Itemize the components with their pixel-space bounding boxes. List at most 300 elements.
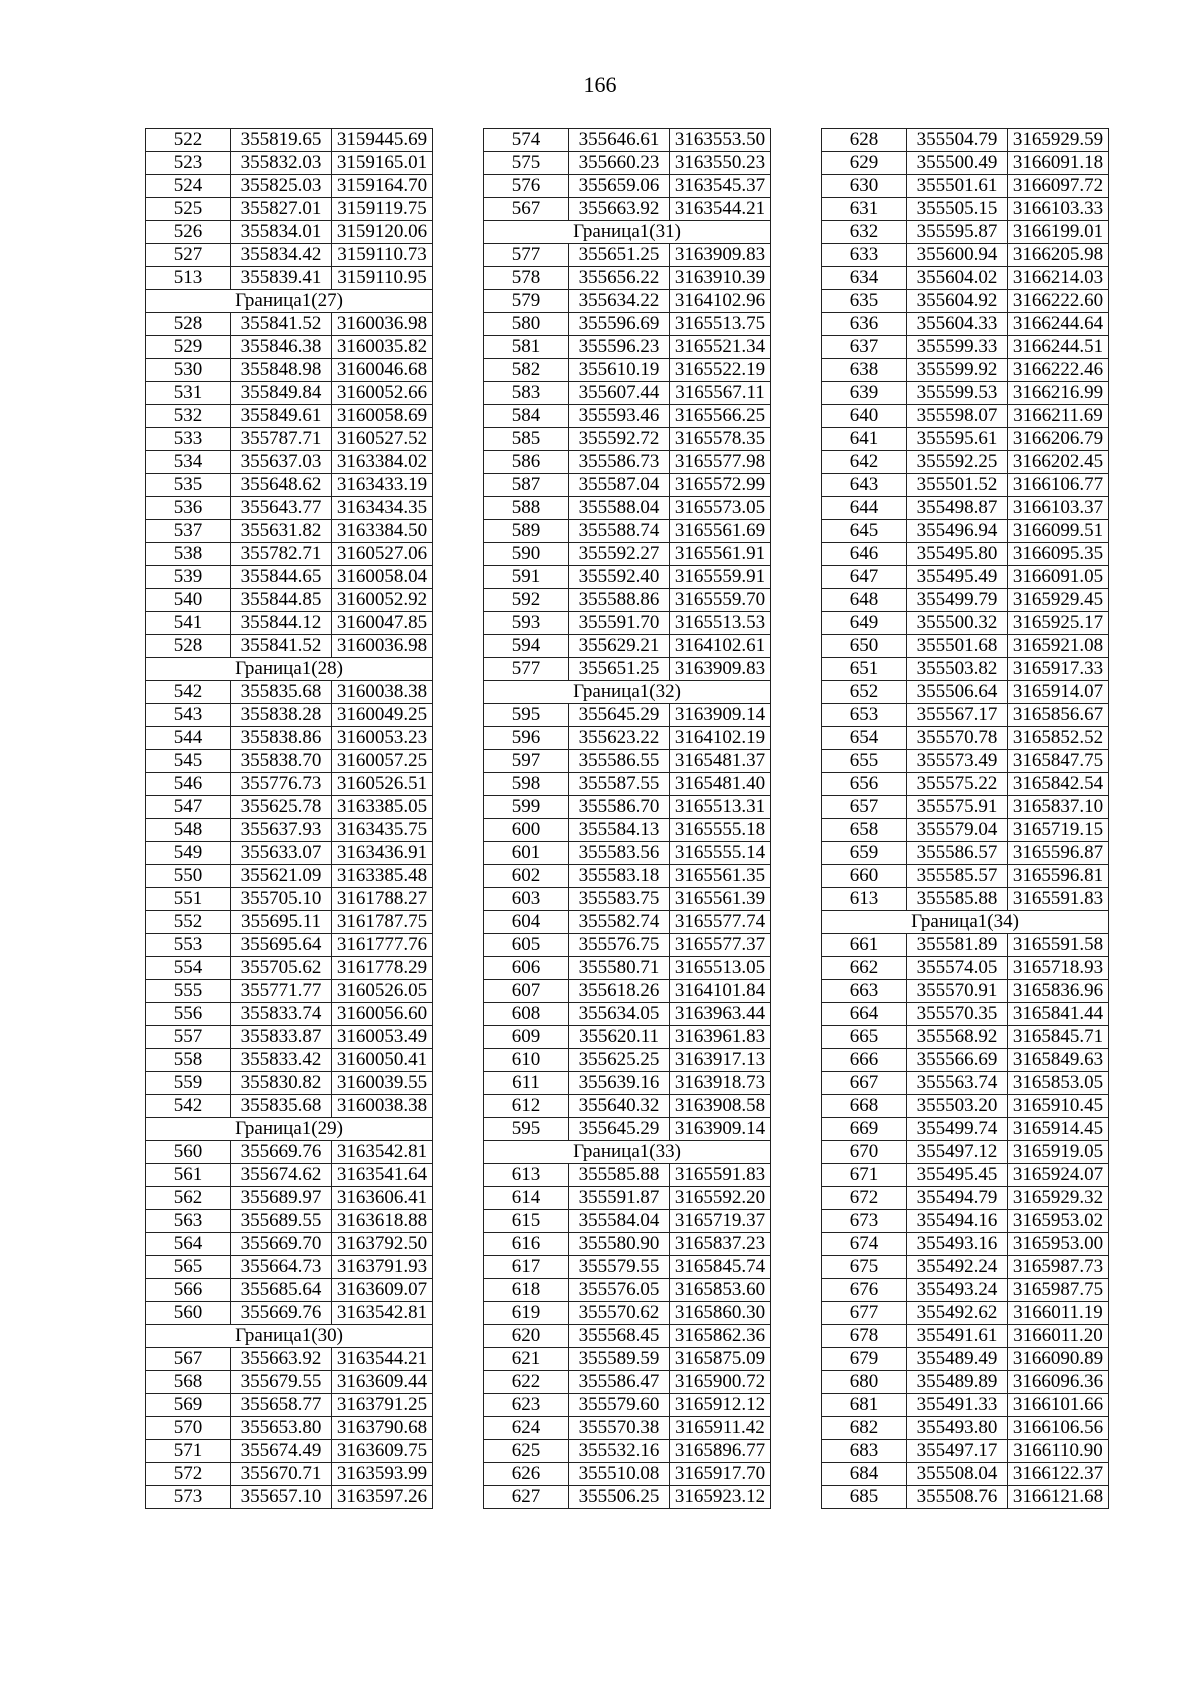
point-number-cell: 646	[822, 543, 907, 566]
x-coordinate-cell: 355493.16	[907, 1233, 1008, 1256]
y-coordinate-cell: 3163544.21	[332, 1348, 433, 1371]
y-coordinate-cell: 3163908.58	[670, 1095, 771, 1118]
x-coordinate-cell: 355664.73	[231, 1256, 332, 1279]
point-number-cell: 548	[146, 819, 231, 842]
table-row	[146, 267, 433, 290]
x-coordinate-cell: 355494.16	[907, 1210, 1008, 1233]
y-coordinate-cell: 3160527.06	[332, 543, 433, 566]
point-number-cell: 647	[822, 566, 907, 589]
x-coordinate-cell: 355570.91	[907, 980, 1008, 1003]
table-row	[146, 727, 433, 750]
x-coordinate-cell: 355659.06	[569, 175, 670, 198]
table-row	[822, 796, 1109, 819]
x-coordinate-cell: 355600.94	[907, 244, 1008, 267]
point-number-cell: 636	[822, 313, 907, 336]
x-coordinate-cell: 355834.01	[231, 221, 332, 244]
y-coordinate-cell: 3165513.75	[670, 313, 771, 336]
y-coordinate-cell: 3165718.93	[1008, 957, 1109, 980]
table-row	[484, 290, 771, 313]
x-coordinate-cell: 355573.49	[907, 750, 1008, 773]
point-number-cell: 601	[484, 842, 569, 865]
table-row	[146, 1463, 433, 1486]
x-coordinate-cell: 355846.38	[231, 336, 332, 359]
point-number-cell: 622	[484, 1371, 569, 1394]
point-number-cell: 640	[822, 405, 907, 428]
y-coordinate-cell: 3163545.37	[670, 175, 771, 198]
table-row	[484, 451, 771, 474]
point-number-cell: 632	[822, 221, 907, 244]
point-number-cell: 670	[822, 1141, 907, 1164]
y-coordinate-cell: 3164102.61	[670, 635, 771, 658]
y-coordinate-cell: 3166222.60	[1008, 290, 1109, 313]
table-row	[146, 819, 433, 842]
point-number-cell: 594	[484, 635, 569, 658]
y-coordinate-cell: 3165522.19	[670, 359, 771, 382]
point-number-cell: 574	[484, 129, 569, 152]
x-coordinate-cell: 355495.45	[907, 1164, 1008, 1187]
point-number-cell: 655	[822, 750, 907, 773]
x-coordinate-cell: 355604.92	[907, 290, 1008, 313]
y-coordinate-cell: 3163544.21	[670, 198, 771, 221]
point-number-cell: 610	[484, 1049, 569, 1072]
x-coordinate-cell: 355574.05	[907, 957, 1008, 980]
table-row	[484, 1348, 771, 1371]
point-number-cell: 620	[484, 1325, 569, 1348]
x-coordinate-cell: 355648.62	[231, 474, 332, 497]
x-coordinate-cell: 355674.49	[231, 1440, 332, 1463]
table-row	[484, 589, 771, 612]
point-number-cell: 602	[484, 865, 569, 888]
y-coordinate-cell: 3165849.63	[1008, 1049, 1109, 1072]
point-number-cell: 604	[484, 911, 569, 934]
boundary-header-row	[146, 658, 433, 681]
boundary-header-row	[484, 221, 771, 244]
y-coordinate-cell: 3165929.32	[1008, 1187, 1109, 1210]
x-coordinate-cell: 355579.60	[569, 1394, 670, 1417]
y-coordinate-cell: 3166103.37	[1008, 497, 1109, 520]
y-coordinate-cell: 3165481.37	[670, 750, 771, 773]
y-coordinate-cell: 3165841.44	[1008, 1003, 1109, 1026]
x-coordinate-cell: 355563.74	[907, 1072, 1008, 1095]
point-number-cell: 599	[484, 796, 569, 819]
point-number-cell: 642	[822, 451, 907, 474]
point-number-cell: 587	[484, 474, 569, 497]
table-row	[146, 704, 433, 727]
boundary-header-row	[822, 911, 1109, 934]
point-number-cell: 637	[822, 336, 907, 359]
table-row	[146, 1440, 433, 1463]
point-number-cell: 666	[822, 1049, 907, 1072]
point-number-cell: 631	[822, 198, 907, 221]
point-number-cell: 549	[146, 842, 231, 865]
table-row	[484, 773, 771, 796]
x-coordinate-cell: 355583.75	[569, 888, 670, 911]
point-number-cell: 590	[484, 543, 569, 566]
boundary-label: Граница1(29)	[146, 1118, 433, 1141]
x-coordinate-cell: 355819.65	[231, 129, 332, 152]
table-row	[822, 1141, 1109, 1164]
table-row	[146, 865, 433, 888]
table-row	[822, 865, 1109, 888]
x-coordinate-cell: 355570.35	[907, 1003, 1008, 1026]
table-row	[484, 1302, 771, 1325]
table-row	[484, 497, 771, 520]
point-number-cell: 660	[822, 865, 907, 888]
x-coordinate-cell: 355510.08	[569, 1463, 670, 1486]
y-coordinate-cell: 3165914.07	[1008, 681, 1109, 704]
point-number-cell: 559	[146, 1072, 231, 1095]
x-coordinate-cell: 355596.23	[569, 336, 670, 359]
y-coordinate-cell: 3166244.51	[1008, 336, 1109, 359]
table-row	[146, 681, 433, 704]
point-number-cell: 567	[146, 1348, 231, 1371]
table-row	[146, 773, 433, 796]
point-number-cell: 584	[484, 405, 569, 428]
table-row	[484, 520, 771, 543]
x-coordinate-cell: 355506.64	[907, 681, 1008, 704]
y-coordinate-cell: 3160047.85	[332, 612, 433, 635]
point-number-cell: 531	[146, 382, 231, 405]
point-number-cell: 565	[146, 1256, 231, 1279]
point-number-cell: 608	[484, 1003, 569, 1026]
y-coordinate-cell: 3160526.51	[332, 773, 433, 796]
table-row	[484, 198, 771, 221]
point-number-cell: 588	[484, 497, 569, 520]
y-coordinate-cell: 3166099.51	[1008, 520, 1109, 543]
table-row	[146, 1164, 433, 1187]
point-number-cell: 541	[146, 612, 231, 635]
y-coordinate-cell: 3165921.08	[1008, 635, 1109, 658]
table-row	[484, 727, 771, 750]
x-coordinate-cell: 355663.92	[231, 1348, 332, 1371]
table-row	[822, 704, 1109, 727]
point-number-cell: 568	[146, 1371, 231, 1394]
y-coordinate-cell: 3165719.15	[1008, 819, 1109, 842]
point-number-cell: 537	[146, 520, 231, 543]
point-number-cell: 609	[484, 1026, 569, 1049]
x-coordinate-cell: 355833.87	[231, 1026, 332, 1049]
x-coordinate-cell: 355585.57	[907, 865, 1008, 888]
x-coordinate-cell: 355835.68	[231, 681, 332, 704]
point-number-cell: 617	[484, 1256, 569, 1279]
table-row	[484, 842, 771, 865]
y-coordinate-cell: 3166091.05	[1008, 566, 1109, 589]
point-number-cell: 683	[822, 1440, 907, 1463]
x-coordinate-cell: 355844.65	[231, 566, 332, 589]
x-coordinate-cell: 355640.32	[569, 1095, 670, 1118]
table-row	[822, 1279, 1109, 1302]
point-number-cell: 563	[146, 1210, 231, 1233]
table-row	[146, 221, 433, 244]
table-row	[146, 474, 433, 497]
x-coordinate-cell: 355592.40	[569, 566, 670, 589]
table-row	[484, 1417, 771, 1440]
x-coordinate-cell: 355586.73	[569, 451, 670, 474]
y-coordinate-cell: 3166106.56	[1008, 1417, 1109, 1440]
y-coordinate-cell: 3161787.75	[332, 911, 433, 934]
table-row	[484, 1279, 771, 1302]
coordinates-table-3	[821, 128, 1109, 1509]
table-row	[822, 1049, 1109, 1072]
x-coordinate-cell: 355591.70	[569, 612, 670, 635]
point-number-cell: 651	[822, 658, 907, 681]
table-row	[822, 1072, 1109, 1095]
point-number-cell: 611	[484, 1072, 569, 1095]
table-row	[146, 1394, 433, 1417]
y-coordinate-cell: 3163618.88	[332, 1210, 433, 1233]
y-coordinate-cell: 3165847.75	[1008, 750, 1109, 773]
point-number-cell: 569	[146, 1394, 231, 1417]
table-row	[484, 796, 771, 819]
point-number-cell: 529	[146, 336, 231, 359]
point-number-cell: 677	[822, 1302, 907, 1325]
y-coordinate-cell: 3160039.55	[332, 1072, 433, 1095]
x-coordinate-cell: 355787.71	[231, 428, 332, 451]
x-coordinate-cell: 355501.52	[907, 474, 1008, 497]
point-number-cell: 561	[146, 1164, 231, 1187]
y-coordinate-cell: 3163436.91	[332, 842, 433, 865]
table-row	[146, 152, 433, 175]
x-coordinate-cell: 355492.24	[907, 1256, 1008, 1279]
y-coordinate-cell: 3165513.53	[670, 612, 771, 635]
table-row	[146, 497, 433, 520]
table-row	[484, 1118, 771, 1141]
x-coordinate-cell: 355637.93	[231, 819, 332, 842]
y-coordinate-cell: 3165923.12	[670, 1486, 771, 1509]
y-coordinate-cell: 3159110.73	[332, 244, 433, 267]
y-coordinate-cell: 3163609.75	[332, 1440, 433, 1463]
y-coordinate-cell: 3160053.49	[332, 1026, 433, 1049]
point-number-cell: 678	[822, 1325, 907, 1348]
y-coordinate-cell: 3165929.59	[1008, 129, 1109, 152]
x-coordinate-cell: 355776.73	[231, 773, 332, 796]
x-coordinate-cell: 355771.77	[231, 980, 332, 1003]
x-coordinate-cell: 355643.77	[231, 497, 332, 520]
x-coordinate-cell: 355584.13	[569, 819, 670, 842]
point-number-cell: 665	[822, 1026, 907, 1049]
x-coordinate-cell: 355670.71	[231, 1463, 332, 1486]
x-coordinate-cell: 355618.26	[569, 980, 670, 1003]
x-coordinate-cell: 355591.87	[569, 1187, 670, 1210]
x-coordinate-cell: 355830.82	[231, 1072, 332, 1095]
point-number-cell: 547	[146, 796, 231, 819]
y-coordinate-cell: 3163792.50	[332, 1233, 433, 1256]
y-coordinate-cell: 3165924.07	[1008, 1164, 1109, 1187]
table-row	[484, 474, 771, 497]
x-coordinate-cell: 355496.94	[907, 520, 1008, 543]
x-coordinate-cell: 355604.02	[907, 267, 1008, 290]
table-row	[484, 428, 771, 451]
y-coordinate-cell: 3165591.83	[1008, 888, 1109, 911]
y-coordinate-cell: 3165837.23	[670, 1233, 771, 1256]
point-number-cell: 534	[146, 451, 231, 474]
point-number-cell: 613	[484, 1164, 569, 1187]
table-row	[822, 727, 1109, 750]
point-number-cell: 528	[146, 313, 231, 336]
coordinates-table-2	[483, 128, 771, 1509]
y-coordinate-cell: 3163597.26	[332, 1486, 433, 1509]
table-row	[484, 382, 771, 405]
x-coordinate-cell: 355497.17	[907, 1440, 1008, 1463]
y-coordinate-cell: 3165572.99	[670, 474, 771, 497]
point-number-cell: 552	[146, 911, 231, 934]
point-number-cell: 546	[146, 773, 231, 796]
table-row	[484, 1095, 771, 1118]
y-coordinate-cell: 3159120.06	[332, 221, 433, 244]
table-row	[146, 1417, 433, 1440]
x-coordinate-cell: 355566.69	[907, 1049, 1008, 1072]
boundary-label: Граница1(33)	[484, 1141, 771, 1164]
table-row	[484, 1440, 771, 1463]
x-coordinate-cell: 355598.07	[907, 405, 1008, 428]
table-row	[484, 612, 771, 635]
table-row	[146, 934, 433, 957]
table-row	[146, 750, 433, 773]
x-coordinate-cell: 355689.97	[231, 1187, 332, 1210]
table-row	[146, 842, 433, 865]
y-coordinate-cell: 3165842.54	[1008, 773, 1109, 796]
x-coordinate-cell: 355592.25	[907, 451, 1008, 474]
point-number-cell: 539	[146, 566, 231, 589]
table-row	[484, 750, 771, 773]
point-number-cell: 624	[484, 1417, 569, 1440]
point-number-cell: 554	[146, 957, 231, 980]
x-coordinate-cell: 355782.71	[231, 543, 332, 566]
y-coordinate-cell: 3163434.35	[332, 497, 433, 520]
x-coordinate-cell: 355651.25	[569, 658, 670, 681]
x-coordinate-cell: 355582.74	[569, 911, 670, 934]
point-number-cell: 656	[822, 773, 907, 796]
x-coordinate-cell: 355695.64	[231, 934, 332, 957]
x-coordinate-cell: 355631.82	[231, 520, 332, 543]
table-row	[484, 152, 771, 175]
point-number-cell: 630	[822, 175, 907, 198]
y-coordinate-cell: 3166095.35	[1008, 543, 1109, 566]
point-number-cell: 593	[484, 612, 569, 635]
y-coordinate-cell: 3163909.83	[670, 244, 771, 267]
y-coordinate-cell: 3163910.39	[670, 267, 771, 290]
y-coordinate-cell: 3163385.48	[332, 865, 433, 888]
y-coordinate-cell: 3160046.68	[332, 359, 433, 382]
y-coordinate-cell: 3160036.98	[332, 313, 433, 336]
table-row	[146, 980, 433, 1003]
y-coordinate-cell: 3165573.05	[670, 497, 771, 520]
y-coordinate-cell: 3165987.73	[1008, 1256, 1109, 1279]
table-row	[484, 1463, 771, 1486]
table-row	[822, 681, 1109, 704]
point-number-cell: 635	[822, 290, 907, 313]
point-number-cell: 672	[822, 1187, 907, 1210]
boundary-header-row	[146, 1325, 433, 1348]
x-coordinate-cell: 355835.68	[231, 1095, 332, 1118]
y-coordinate-cell: 3165845.74	[670, 1256, 771, 1279]
table-row	[484, 175, 771, 198]
point-number-cell: 582	[484, 359, 569, 382]
point-number-cell: 621	[484, 1348, 569, 1371]
table-row	[822, 359, 1109, 382]
point-number-cell: 681	[822, 1394, 907, 1417]
table-row	[146, 244, 433, 267]
y-coordinate-cell: 3163541.64	[332, 1164, 433, 1187]
y-coordinate-cell: 3163791.93	[332, 1256, 433, 1279]
y-coordinate-cell: 3166121.68	[1008, 1486, 1109, 1509]
point-number-cell: 671	[822, 1164, 907, 1187]
x-coordinate-cell: 355599.53	[907, 382, 1008, 405]
table-row	[146, 1095, 433, 1118]
x-coordinate-cell: 355587.55	[569, 773, 670, 796]
table-row	[822, 635, 1109, 658]
y-coordinate-cell: 3165513.31	[670, 796, 771, 819]
x-coordinate-cell: 355579.04	[907, 819, 1008, 842]
table-row	[484, 1256, 771, 1279]
y-coordinate-cell: 3163609.07	[332, 1279, 433, 1302]
x-coordinate-cell: 355503.20	[907, 1095, 1008, 1118]
point-number-cell: 605	[484, 934, 569, 957]
y-coordinate-cell: 3165596.87	[1008, 842, 1109, 865]
table-row	[822, 336, 1109, 359]
y-coordinate-cell: 3165561.35	[670, 865, 771, 888]
table-row	[146, 1049, 433, 1072]
point-number-cell: 661	[822, 934, 907, 957]
x-coordinate-cell: 355705.10	[231, 888, 332, 911]
y-coordinate-cell: 3165896.77	[670, 1440, 771, 1463]
x-coordinate-cell: 355495.80	[907, 543, 1008, 566]
point-number-cell: 589	[484, 520, 569, 543]
table-row	[146, 129, 433, 152]
y-coordinate-cell: 3166011.20	[1008, 1325, 1109, 1348]
table-row	[484, 313, 771, 336]
x-coordinate-cell: 355580.71	[569, 957, 670, 980]
x-coordinate-cell: 355567.17	[907, 704, 1008, 727]
table-row	[146, 428, 433, 451]
y-coordinate-cell: 3163542.81	[332, 1302, 433, 1325]
x-coordinate-cell: 355610.19	[569, 359, 670, 382]
point-number-cell: 576	[484, 175, 569, 198]
table-row	[146, 520, 433, 543]
x-coordinate-cell: 355844.85	[231, 589, 332, 612]
x-coordinate-cell: 355585.88	[569, 1164, 670, 1187]
point-number-cell: 555	[146, 980, 231, 1003]
x-coordinate-cell: 355499.74	[907, 1118, 1008, 1141]
y-coordinate-cell: 3166101.66	[1008, 1394, 1109, 1417]
y-coordinate-cell: 3163435.75	[332, 819, 433, 842]
x-coordinate-cell: 355621.09	[231, 865, 332, 888]
x-coordinate-cell: 355589.59	[569, 1348, 670, 1371]
x-coordinate-cell: 355689.55	[231, 1210, 332, 1233]
table-row	[146, 589, 433, 612]
y-coordinate-cell: 3160035.82	[332, 336, 433, 359]
point-number-cell: 556	[146, 1003, 231, 1026]
y-coordinate-cell: 3163609.44	[332, 1371, 433, 1394]
y-coordinate-cell: 3163909.14	[670, 704, 771, 727]
y-coordinate-cell: 3160058.69	[332, 405, 433, 428]
point-number-cell: 581	[484, 336, 569, 359]
point-number-cell: 524	[146, 175, 231, 198]
boundary-label: Граница1(32)	[484, 681, 771, 704]
table-row	[146, 1141, 433, 1164]
table-row	[484, 888, 771, 911]
table-row	[822, 520, 1109, 543]
table-row	[146, 382, 433, 405]
table-row	[146, 911, 433, 934]
point-number-cell: 523	[146, 152, 231, 175]
boundary-label: Граница1(27)	[146, 290, 433, 313]
table-row	[146, 888, 433, 911]
x-coordinate-cell: 355832.03	[231, 152, 332, 175]
point-number-cell: 592	[484, 589, 569, 612]
x-coordinate-cell: 355491.33	[907, 1394, 1008, 1417]
y-coordinate-cell: 3163918.73	[670, 1072, 771, 1095]
